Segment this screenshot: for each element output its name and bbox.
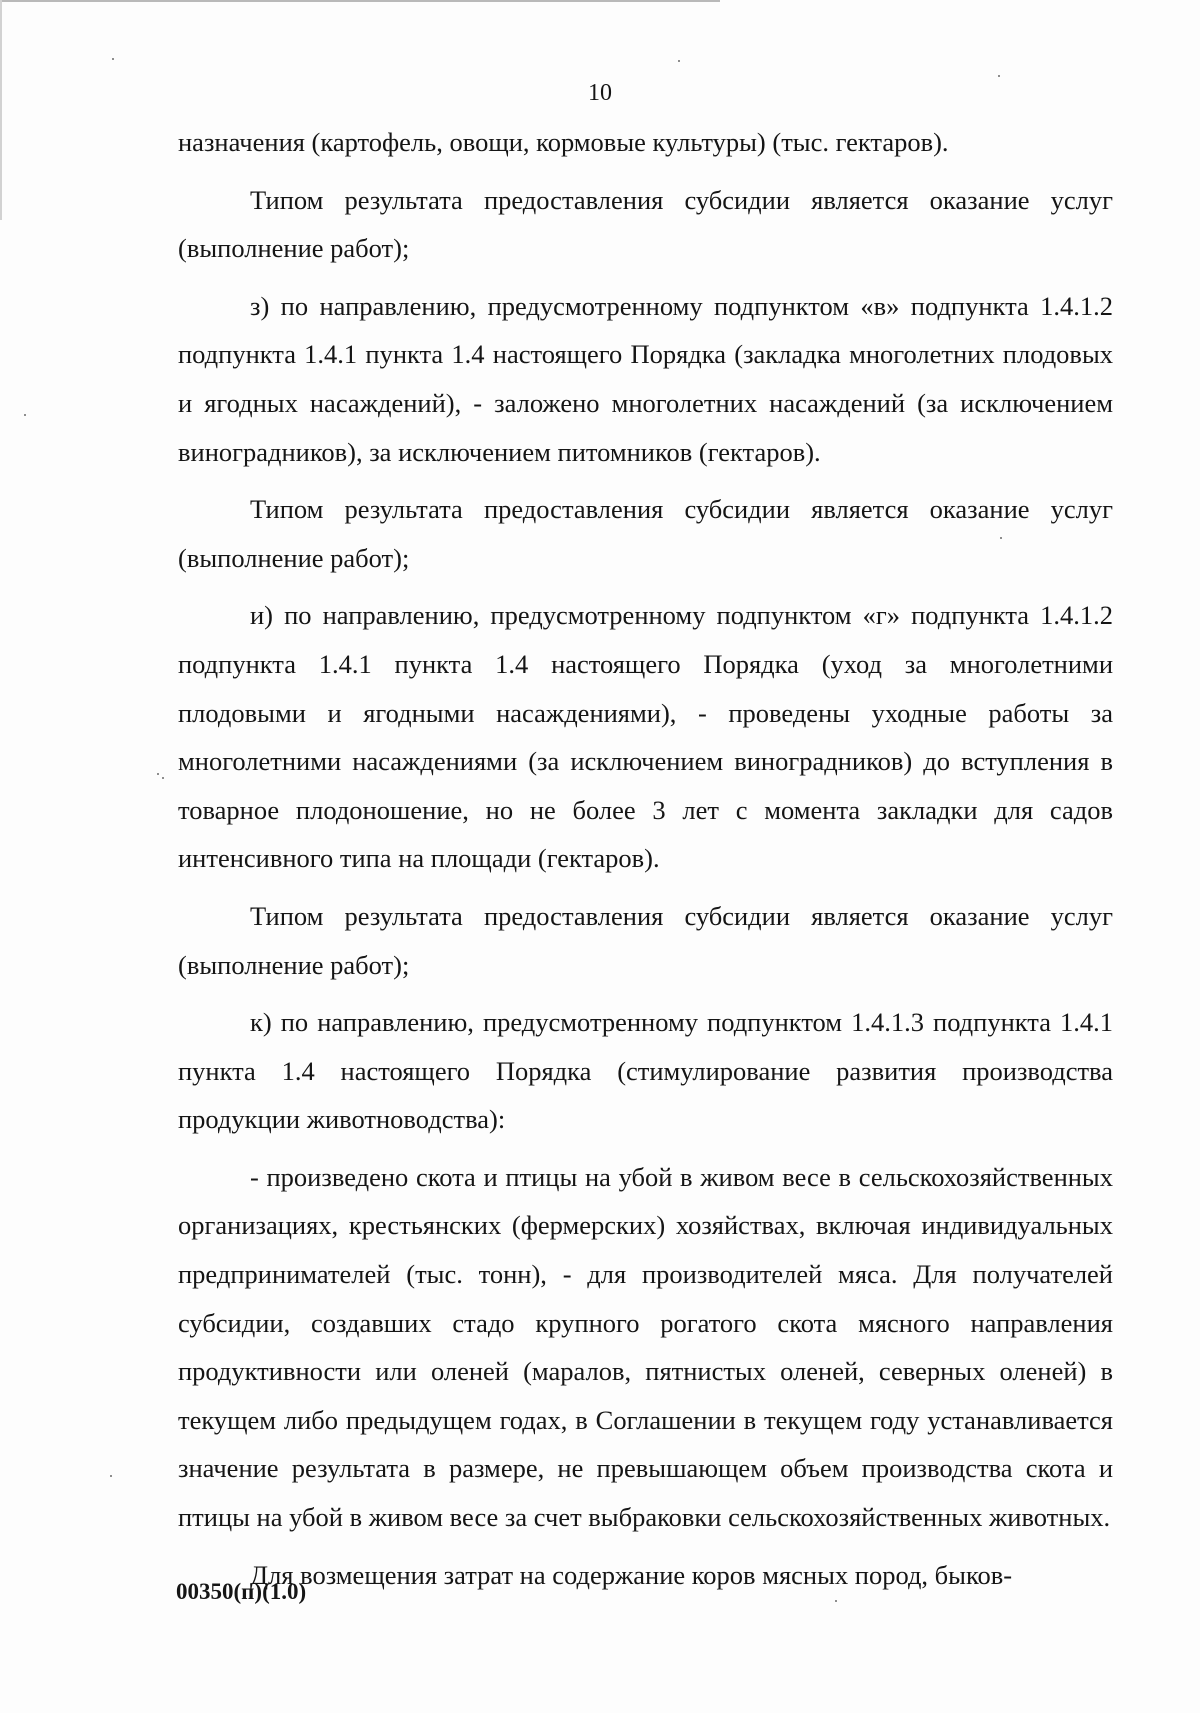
paragraph-result-type: Типом результата предоставления субсидии является оказание услуг (выполнение работ); bbox=[178, 494, 1113, 573]
document-code: 00350(п)(1.0) bbox=[176, 1579, 307, 1604]
document-body bbox=[178, 118, 1113, 1599]
paragraph-meat-production: - произведено скота и птицы на убой в живом весе в сельскохозяйственных организациях, крестьянских (фермерских) хозяйствах, включая индивидуальных предпринимателей (тыс. тонн), - для производителей мяса. Для получателей субсидии, создавших стадо крупного рогатого скота мясного направления продуктивности или оленей (маралов, пятнистых оленей, северных оленей) в текущем либо предыдущем годах, в Соглашении в текущем году устанавливается значение результата в размере, не превышающем объем производства скота и птицы на убой в живом весе за счет выбраковки сельскохозяйственных животных. bbox=[178, 1161, 1113, 1533]
scan-edge-top bbox=[0, 0, 720, 2]
scan-speck bbox=[162, 777, 164, 779]
paragraph-beef-cattle: Для возмещения затрат на содержание коров мясных пород, быков- bbox=[250, 1559, 1013, 1590]
scan-speck bbox=[678, 60, 680, 62]
paragraph-item-i: и) по направлению, предусмотренному подпунктом «г» подпункта 1.4.1.2 подпункта 1.4.1 пункта 1.4 настоящего Порядка (уход за многолетними плодовыми и ягодными насаждениями), - проведены уходные работы за многолетними насаждениями (за исключением виноградников) до вступления в товарное плодоношение, но не более 3 лет с момента закладки для садов интенсивного типа на площади (гектаров). bbox=[178, 600, 1113, 874]
scan-speck bbox=[24, 414, 26, 416]
paragraph-item-z: з) по направлению, предусмотренному подпунктом «в» подпункта 1.4.1.2 подпункта 1.4.1 пункта 1.4 настоящего Порядка (закладка многолетних плодовых и ягодных насаждений), - заложено многолетних насаждений (за исключением виноградников), за исключением питомников (гектаров). bbox=[178, 290, 1113, 467]
scan-speck bbox=[157, 773, 159, 775]
scan-speck bbox=[110, 1475, 112, 1477]
paragraph-result-type: Типом результата предоставления субсидии является оказание услуг (выполнение работ); bbox=[178, 184, 1113, 264]
scan-speck bbox=[1000, 537, 1002, 539]
scan-speck bbox=[835, 1600, 837, 1602]
paragraph-result-type: Типом результата предоставления субсидии является оказание услуг (выполнение работ); bbox=[178, 900, 1113, 980]
page-number: 10 bbox=[588, 80, 612, 106]
scan-speck bbox=[112, 58, 114, 60]
scan-speck bbox=[998, 75, 1000, 77]
scan-edge-left bbox=[0, 0, 2, 220]
paragraph-continuation: назначения (картофель, овощи, кормовые культуры) (тыс. гектаров). bbox=[178, 127, 949, 157]
paragraph-item-k: к) по направлению, предусмотренному подпунктом 1.4.1.3 подпункта 1.4.1 пункта 1.4 настоящего Порядка (стимулирование развития производства продукции животноводства): bbox=[178, 1007, 1113, 1135]
